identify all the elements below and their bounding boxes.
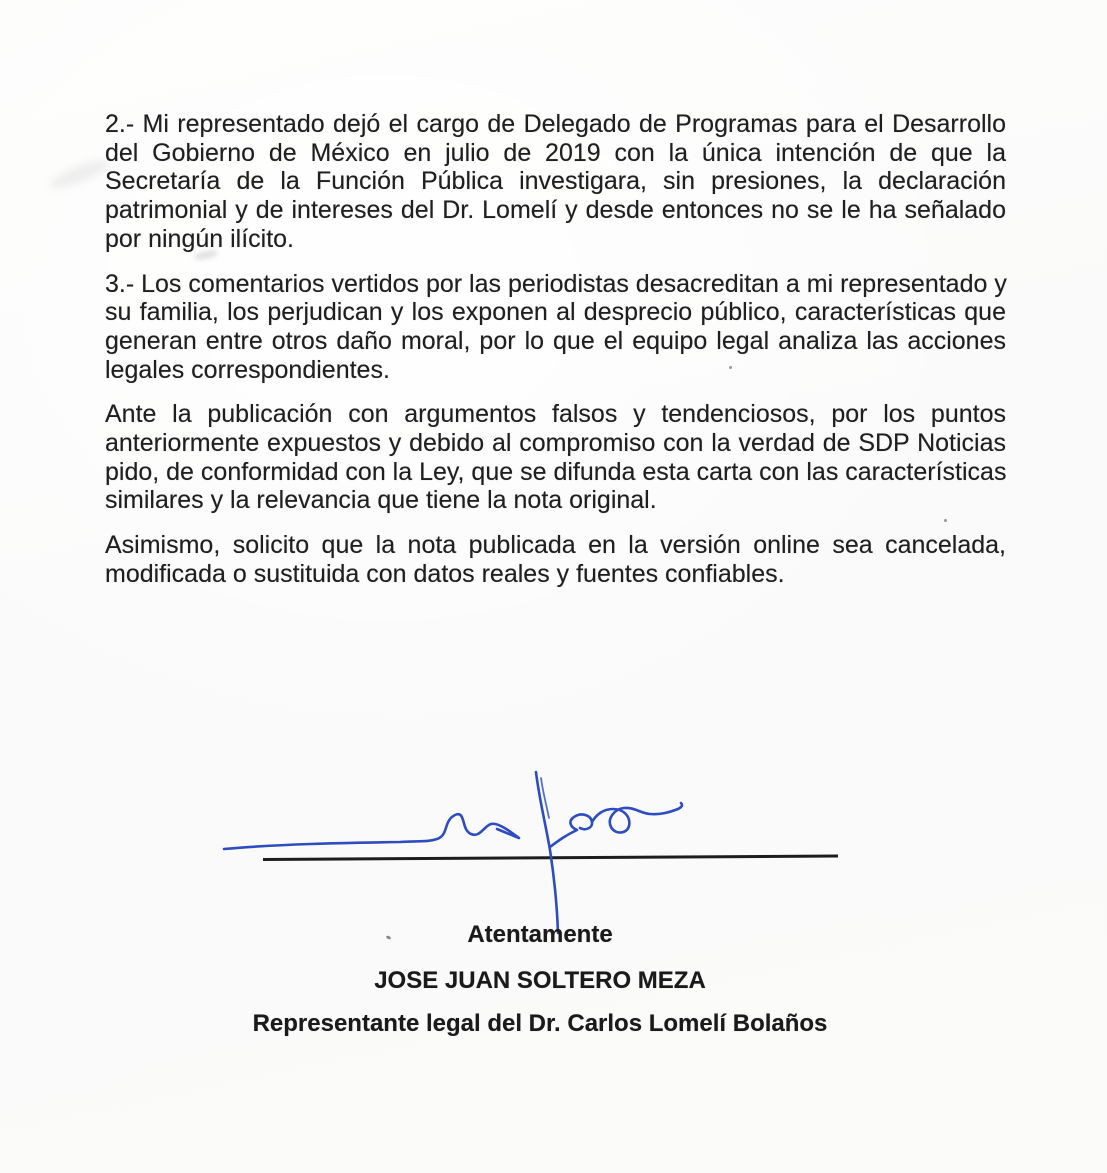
text-line: modificada o sustituida con datos reales y fuentes confiables. — [105, 559, 785, 588]
signature-stroke-loops — [550, 803, 682, 847]
text-line: Secretaría de la Función Pública investigara, sin presiones, la declaración — [105, 167, 1006, 196]
scan-speck — [944, 519, 947, 522]
scan-speck — [729, 366, 732, 369]
text-line: legales correspondientes. — [105, 355, 390, 384]
text-line: del Gobierno de México en julio de 2019 con la única intención de que la — [105, 138, 1006, 167]
text-line: pido, de conformidad con la Ley, que se difunda esta carta con las características — [105, 457, 1007, 486]
signatory-title: Representante legal del Dr. Carlos Lomelí Bolaños — [252, 1010, 828, 1037]
text-line: generan entre otros daño moral, por lo que el equipo legal analiza las acciones — [105, 326, 1006, 355]
text-line: Ante la publicación con argumentos falsos y tendenciosos, por los puntos — [105, 400, 1006, 429]
text-line: similares y la relevancia que tiene la nota original. — [105, 486, 657, 515]
text-line: por ningún ilícito. — [105, 224, 295, 253]
signature-stroke-vertical — [536, 772, 558, 933]
signature-ink — [224, 772, 682, 933]
text-line: patrimonial y de intereses del Dr. Lomelí y desde entonces no se le ha señalado — [105, 196, 1006, 225]
text-line: su familia, los perjudican y los exponen al desprecio público, características que — [105, 298, 1006, 327]
signature-stroke-baseline — [224, 814, 519, 849]
signatory-name: JOSE JUAN SOLTERO MEZA — [374, 967, 706, 994]
text-line: 2.- Mi representado dejó el cargo de Delegado de Programas para el Desarrollo — [105, 110, 1006, 138]
closing-salutation: Atentamente — [467, 921, 613, 948]
text-line: Asimismo, solicito que la nota publicada en la versión online sea cancelada, — [105, 531, 1006, 560]
text-line: anteriormente expuestos y debido al compromiso con la verdad de SDP Noticias — [105, 429, 1006, 458]
text-line: 3.- Los comentarios vertidos por las periodistas desacreditan a mi representado y — [105, 269, 1007, 298]
